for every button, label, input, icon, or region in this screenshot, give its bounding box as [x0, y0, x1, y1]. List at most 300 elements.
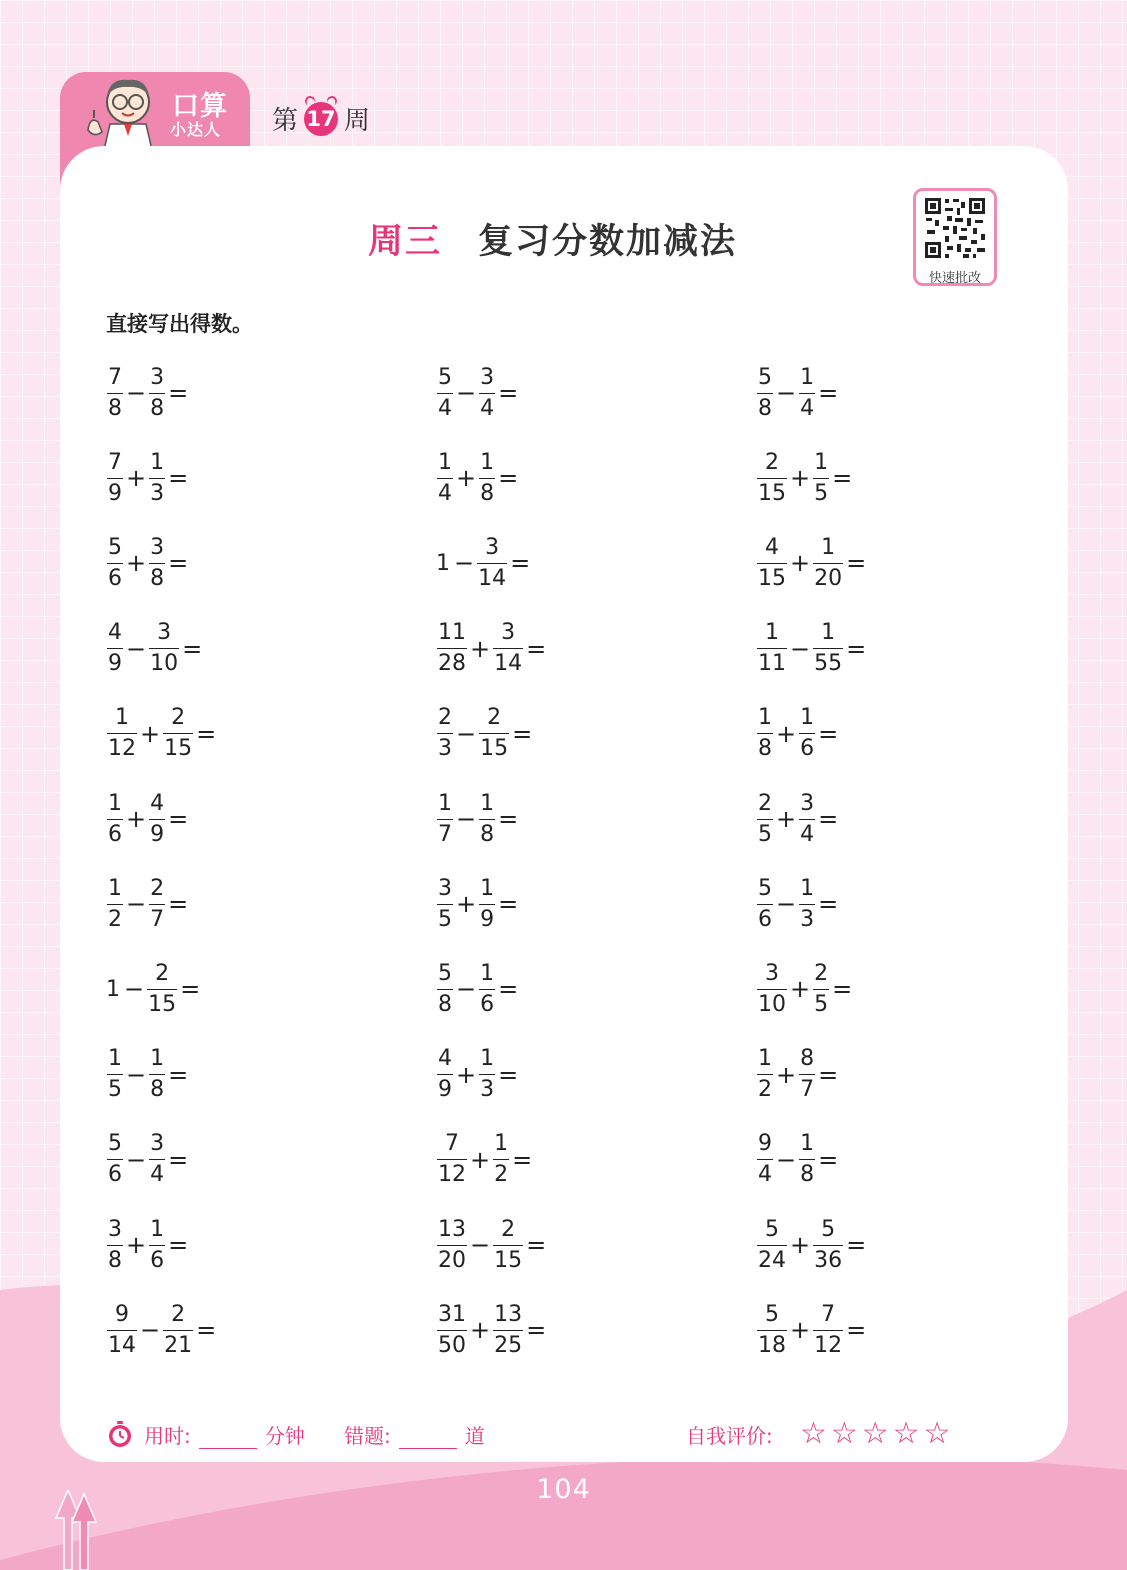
problem-item [756, 447, 854, 509]
equals-sign: = [498, 805, 519, 833]
operator: + [456, 1060, 477, 1089]
fraction [756, 790, 774, 847]
fraction [106, 1048, 124, 1101]
denominator: 14 [493, 648, 523, 675]
numerator: 3 [150, 364, 165, 390]
equals-sign: = [818, 719, 839, 748]
denominator: 9 [479, 904, 495, 931]
numerator: 2 [814, 960, 829, 986]
denominator: 12 [437, 1159, 467, 1186]
numerator: 1 [480, 960, 495, 986]
problem-row [106, 447, 1066, 509]
denominator: 4 [437, 478, 453, 505]
fraction [106, 622, 124, 675]
equals-sign: = [832, 464, 853, 493]
fraction [478, 1048, 496, 1101]
denominator: 18 [757, 1330, 787, 1357]
numerator: 2 [765, 449, 779, 475]
problem-item [436, 703, 534, 765]
numerator: 8 [800, 1046, 815, 1072]
problem-item [756, 873, 840, 935]
fraction [478, 875, 496, 932]
errors-field [344, 1420, 485, 1449]
fraction [436, 364, 454, 421]
equals-sign: = [818, 379, 839, 407]
fraction [798, 875, 816, 932]
numerator: 3 [438, 875, 452, 901]
fraction [436, 1048, 454, 1101]
numerator: 7 [108, 449, 122, 475]
problem-row [106, 958, 1066, 1020]
qr-label: 快速批改 [928, 271, 981, 286]
denominator: 15 [757, 478, 787, 505]
fraction [756, 707, 774, 760]
denominator: 8 [437, 989, 453, 1016]
numerator: 4 [108, 620, 122, 646]
numerator: 1 [758, 705, 772, 731]
denominator: 14 [477, 563, 507, 590]
denominator: 5 [107, 1074, 123, 1101]
operator: + [776, 719, 797, 748]
numerator: 1 [150, 1216, 165, 1242]
denominator: 5 [813, 478, 829, 505]
denominator: 8 [479, 819, 495, 846]
fraction [756, 449, 788, 506]
equals-sign: = [182, 634, 203, 663]
operator: − [776, 1145, 797, 1174]
numerator: 3 [150, 1131, 165, 1157]
operator: − [456, 975, 477, 1004]
problem-row [106, 873, 1066, 935]
denominator: 50 [437, 1330, 467, 1357]
numerator: 7 [445, 1131, 459, 1157]
equals-sign: = [168, 549, 189, 578]
numerator: 9 [758, 1131, 772, 1157]
numerator: 2 [487, 705, 502, 731]
equals-sign: = [818, 890, 839, 919]
fraction [436, 960, 454, 1017]
operator: + [470, 634, 491, 663]
problem-row [106, 1044, 1066, 1106]
fraction [478, 960, 496, 1017]
numerator: 2 [155, 960, 170, 986]
problem-item [436, 362, 520, 424]
operator: − [456, 379, 477, 407]
fraction [148, 875, 166, 932]
equals-sign: = [526, 1316, 547, 1345]
numerator: 5 [438, 364, 452, 390]
numerator: 3 [157, 620, 172, 646]
numerator: 1 [480, 1046, 495, 1072]
equals-sign: = [498, 464, 519, 493]
fraction [478, 449, 496, 506]
denominator: 6 [107, 819, 123, 846]
fraction [148, 534, 166, 591]
fraction [756, 364, 774, 421]
operator: − [790, 634, 811, 663]
operator: − [776, 890, 797, 919]
denominator: 8 [149, 1074, 165, 1101]
fraction [106, 707, 138, 760]
operator: + [470, 1145, 491, 1174]
equals-sign: = [168, 1231, 189, 1259]
denominator: 4 [479, 393, 495, 420]
denominator: 5 [437, 904, 453, 931]
problem-item [106, 1299, 218, 1361]
operator: + [790, 1316, 811, 1345]
numerator: 5 [758, 364, 772, 390]
numerator: 5 [438, 960, 452, 986]
numerator: 3 [108, 1216, 122, 1242]
denominator: 12 [107, 733, 137, 760]
page-title [368, 214, 737, 264]
fraction [162, 1301, 194, 1358]
problem-item [756, 788, 840, 850]
equals-sign: = [818, 805, 839, 833]
denominator: 7 [799, 1074, 815, 1101]
fraction [148, 449, 166, 506]
numerator: 1 [438, 790, 452, 816]
denominator: 4 [437, 393, 453, 420]
operator: − [456, 719, 477, 748]
denominator: 6 [757, 904, 773, 931]
numerator: 1 [108, 1046, 122, 1072]
numerator: 1 [821, 620, 836, 646]
numerator: 2 [171, 1301, 186, 1327]
mascot-icon [80, 72, 164, 150]
problem-row [106, 618, 1066, 680]
denominator: 8 [149, 563, 165, 590]
fraction [812, 622, 844, 675]
numerator: 5 [108, 1131, 122, 1157]
equals-sign: = [846, 549, 867, 578]
denominator: 3 [799, 904, 815, 931]
problem-item [436, 873, 520, 935]
operator: − [470, 1231, 491, 1259]
numerator: 1 [800, 705, 815, 731]
week-prefix: 第 [272, 106, 299, 136]
denominator: 55 [813, 648, 843, 675]
fraction [812, 960, 830, 1017]
denominator: 8 [479, 478, 495, 505]
denominator: 15 [479, 733, 509, 760]
problem-item [756, 1129, 840, 1191]
denominator: 36 [813, 1245, 843, 1272]
numerator: 1 [108, 790, 122, 816]
denominator: 28 [437, 648, 467, 675]
numerator: 4 [150, 790, 165, 816]
numerator: 1 [150, 1046, 165, 1072]
numerator: 7 [108, 364, 122, 390]
fraction [106, 534, 124, 591]
operator: + [790, 549, 811, 578]
operator: + [456, 890, 477, 919]
problem-item [436, 788, 520, 850]
equals-sign: = [526, 634, 547, 663]
equals-sign: = [846, 1316, 867, 1345]
numerator: 2 [438, 705, 452, 731]
numerator: 4 [438, 1046, 452, 1072]
fraction [812, 449, 830, 506]
fraction [798, 790, 816, 847]
problem-item [436, 447, 520, 509]
fraction [756, 1301, 788, 1358]
numerator: 1 [480, 449, 495, 475]
denominator: 14 [107, 1330, 137, 1357]
equals-sign: = [512, 719, 533, 748]
fraction [812, 1301, 844, 1358]
numerator: 3 [485, 534, 500, 560]
fraction [148, 1216, 166, 1273]
denominator: 8 [107, 1245, 123, 1272]
numerator: 1 [480, 790, 495, 816]
equals-sign: = [168, 890, 189, 919]
numerator: 7 [821, 1301, 836, 1327]
fraction [436, 875, 454, 932]
fraction [492, 622, 524, 675]
fraction [492, 1133, 510, 1186]
operator: + [126, 1231, 147, 1259]
denominator: 12 [813, 1330, 843, 1357]
denominator: 8 [757, 733, 773, 760]
operator: − [126, 1145, 147, 1174]
problem-row [106, 1214, 1066, 1276]
problem-item [756, 532, 868, 594]
errors-label: 错题: [344, 1424, 391, 1448]
fraction [106, 449, 124, 506]
week-indicator [272, 100, 370, 137]
problem-row [106, 532, 1066, 594]
numerator: 31 [438, 1301, 466, 1327]
denominator: 5 [813, 989, 829, 1016]
denominator: 21 [163, 1330, 193, 1357]
denominator: 20 [813, 563, 843, 590]
operator: − [126, 634, 147, 663]
numerator: 5 [765, 1216, 779, 1242]
operator: + [456, 464, 477, 493]
operator: + [140, 719, 161, 748]
problem-row [106, 1299, 1066, 1361]
denominator: 4 [799, 819, 815, 846]
qr-code-icon [923, 196, 987, 260]
denominator: 7 [149, 904, 165, 931]
fraction [106, 1216, 124, 1273]
problem-item [756, 1299, 868, 1361]
time-label: 用时: [144, 1424, 191, 1448]
fraction [436, 1301, 468, 1358]
denominator: 6 [107, 1159, 123, 1186]
problem-row [106, 362, 1066, 424]
operator: + [126, 805, 147, 833]
problem-row [106, 703, 1066, 765]
denominator: 15 [493, 1245, 523, 1272]
operator: + [126, 464, 147, 493]
equals-sign: = [498, 975, 519, 1004]
denominator: 20 [437, 1245, 467, 1272]
numerator: 2 [171, 705, 186, 731]
numerator: 2 [501, 1216, 516, 1242]
numerator: 1 [108, 875, 122, 901]
denominator: 10 [757, 989, 787, 1016]
fraction [436, 1133, 468, 1186]
operator: − [126, 379, 147, 407]
operator: + [776, 1060, 797, 1089]
operator: + [790, 464, 811, 493]
operator: + [776, 805, 797, 833]
numerator: 1 [765, 620, 779, 646]
numerator: 3 [480, 364, 495, 390]
self-eval-label: 自我评价: [686, 1424, 773, 1448]
problem-item [106, 958, 202, 1020]
denominator: 6 [799, 733, 815, 760]
fraction [756, 1216, 788, 1273]
footer [106, 1416, 986, 1452]
problem-item [106, 1044, 190, 1106]
week-suffix: 周 [344, 106, 371, 136]
operator: − [124, 975, 145, 1004]
week-number-badge: 17 [304, 102, 338, 136]
numerator: 13 [438, 1216, 466, 1242]
time-blank[interactable] [199, 1430, 257, 1449]
numerator: 1 [800, 364, 815, 390]
operator: − [126, 1060, 147, 1089]
star-rating[interactable]: ☆☆☆☆☆ [800, 1416, 955, 1451]
operator: − [454, 549, 475, 578]
problem-item [756, 362, 840, 424]
fraction [478, 707, 510, 760]
problem-item [106, 1129, 190, 1191]
fraction [148, 1048, 166, 1101]
numerator: 3 [765, 960, 779, 986]
brand-title: 口算 [172, 91, 228, 122]
denominator: 2 [757, 1074, 773, 1101]
denominator: 6 [107, 563, 123, 590]
numerator: 1 [758, 1046, 772, 1072]
equals-sign: = [846, 634, 867, 663]
problem-item [756, 958, 854, 1020]
fraction [106, 1133, 124, 1186]
fraction [478, 364, 496, 421]
problem-item [436, 618, 548, 680]
operator: + [470, 1316, 491, 1345]
numerator: 5 [108, 534, 122, 560]
equals-sign: = [818, 1060, 839, 1089]
numerator: 1 [821, 534, 836, 560]
problem-item [436, 1299, 548, 1361]
fraction [148, 1133, 166, 1186]
problem-item [436, 1044, 520, 1106]
denominator: 15 [757, 563, 787, 590]
fraction [148, 622, 180, 675]
numerator: 5 [765, 1301, 779, 1327]
denominator: 8 [107, 393, 123, 420]
fraction [148, 790, 166, 847]
fraction [106, 364, 124, 421]
equals-sign: = [818, 1145, 839, 1174]
equals-sign: = [526, 1231, 547, 1259]
fraction [798, 1133, 816, 1186]
denominator: 11 [757, 648, 787, 675]
denominator: 8 [757, 393, 773, 420]
denominator: 4 [149, 1159, 165, 1186]
problem-item [436, 1129, 534, 1191]
numerator: 13 [494, 1301, 523, 1327]
operator: − [776, 379, 797, 407]
instruction: 直接写出得数。 [106, 312, 253, 336]
problem-item [756, 618, 868, 680]
operator: + [790, 1231, 811, 1259]
fraction [476, 534, 508, 591]
denominator: 6 [479, 989, 495, 1016]
fraction [756, 1133, 774, 1186]
fraction [436, 707, 454, 760]
numerator: 11 [438, 620, 466, 646]
equals-sign: = [498, 1060, 519, 1089]
denominator: 15 [163, 733, 193, 760]
numerator: 2 [758, 790, 772, 816]
errors-blank[interactable] [399, 1430, 457, 1449]
denominator: 3 [149, 478, 165, 505]
problem-item [756, 703, 840, 765]
denominator: 5 [757, 819, 773, 846]
denominator: 9 [107, 478, 123, 505]
denominator: 6 [149, 1245, 165, 1272]
numerator: 5 [821, 1216, 836, 1242]
fraction [756, 960, 788, 1017]
denominator: 8 [149, 393, 165, 420]
problem-item [106, 447, 190, 509]
problem-row [106, 788, 1066, 850]
numerator: 3 [150, 534, 165, 560]
fraction [812, 1216, 844, 1273]
numerator: 5 [758, 875, 772, 901]
numerator: 1 [438, 449, 452, 475]
problem-item [106, 788, 190, 850]
denominator: 2 [493, 1159, 509, 1186]
equals-sign: = [846, 1231, 867, 1259]
problem-row [106, 1129, 1066, 1191]
problem-item [756, 1214, 868, 1276]
numerator: 1 [480, 875, 495, 901]
qr-code-box[interactable] [913, 188, 997, 286]
arrow-decoration-icon [54, 1490, 100, 1570]
fraction [798, 707, 816, 760]
problem-item [436, 532, 532, 594]
problem-item [106, 1214, 190, 1276]
denominator: 4 [757, 1159, 773, 1186]
equals-sign: = [168, 1060, 189, 1089]
problem-item [436, 958, 520, 1020]
fraction [106, 790, 124, 847]
equals-sign: = [196, 1316, 217, 1345]
title-topic: 复习分数加减法 [478, 222, 738, 262]
time-unit: 分钟 [264, 1424, 305, 1448]
equals-sign: = [168, 379, 189, 407]
fraction [436, 790, 454, 847]
numerator: 2 [150, 875, 165, 901]
denominator: 7 [437, 819, 453, 846]
fraction [106, 875, 124, 932]
numerator: 1 [800, 875, 815, 901]
denominator: 9 [437, 1074, 453, 1101]
denominator: 24 [757, 1245, 787, 1272]
problem-item [106, 873, 190, 935]
denominator: 4 [799, 393, 815, 420]
denominator: 3 [479, 1074, 495, 1101]
page-number: 104 [536, 1474, 591, 1505]
numerator: 1 [150, 449, 165, 475]
denominator: 3 [437, 733, 453, 760]
